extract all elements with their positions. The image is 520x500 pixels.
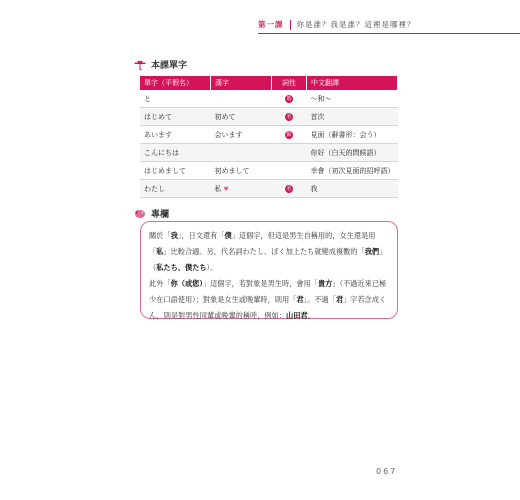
- cell-kana: はじめて: [140, 108, 211, 126]
- cell-pos: [272, 162, 307, 180]
- cell-kanji: 初めまして: [211, 162, 272, 180]
- cell-meaning: 見面（辭書形：会う）: [307, 126, 398, 144]
- kanji-text: 私: [214, 184, 222, 193]
- lesson-label: 第一課: [258, 20, 284, 29]
- table-header-row: [140, 76, 398, 90]
- bird-icon: [133, 206, 147, 220]
- col-header-kanji: 漢字: [211, 76, 272, 90]
- lesson-title: 你是誰？我是誰？這裡是哪裡？: [296, 20, 416, 29]
- page-header: [258, 18, 520, 32]
- cell-pos: [272, 90, 307, 108]
- pos-badge: 名: [286, 186, 292, 192]
- umbrella-icon: [133, 57, 147, 71]
- column-paragraph-1: 關於「我」，日文還有「僕」這個字，但這是男生自稱用的，女生還是用「私」比較合適。另，代名詞わたし、ぼく加上たち就變成複數的「我們」（私たち、僕たち）。: [149, 231, 387, 272]
- table-row: [140, 162, 398, 180]
- column-section-title: [133, 206, 169, 220]
- vocab-table: [140, 76, 398, 198]
- pos-badge: 動: [286, 132, 292, 138]
- cell-kanji: [211, 90, 272, 108]
- table-row: [140, 126, 398, 144]
- col-header-kana: 單字（平假名）: [140, 76, 211, 90]
- table-row: [140, 180, 398, 198]
- cell-meaning: 你好（白天的問候語）: [307, 144, 398, 162]
- pos-badge: 名: [286, 114, 292, 120]
- page-number: 067: [376, 467, 398, 476]
- column-title-text: 專欄: [151, 209, 170, 220]
- cell-pos: [272, 126, 307, 144]
- cell-meaning: 幸會（初次見面的招呼語）: [307, 162, 398, 180]
- pos-badge: 助: [286, 96, 292, 102]
- cell-kana: あいます: [140, 126, 211, 144]
- cell-kana: わたし: [140, 180, 211, 198]
- cell-kana: こんにちは: [140, 144, 211, 162]
- cell-pos: [272, 144, 307, 162]
- cell-kana: はじめまして: [140, 162, 211, 180]
- header-rule: [258, 33, 520, 34]
- table-row: [140, 90, 398, 108]
- table-row: [140, 144, 398, 162]
- column-note-box: [140, 221, 398, 319]
- cell-kanji: 会います: [211, 126, 272, 144]
- cell-pos: [272, 108, 307, 126]
- cell-meaning: 我: [307, 180, 398, 198]
- cell-pos: [272, 180, 307, 198]
- heart-icon: ♥: [223, 185, 229, 193]
- cell-meaning: 首次: [307, 108, 398, 126]
- col-header-pos: 詞性: [272, 76, 307, 90]
- cell-kanji: [211, 144, 272, 162]
- vocab-title-text: 本課單字: [151, 60, 188, 71]
- header-divider: [290, 20, 291, 30]
- table-row: [140, 108, 398, 126]
- cell-kana: と: [140, 90, 211, 108]
- cell-meaning: ～和～: [307, 90, 398, 108]
- column-paragraph-2: 此外「你（或您）」這個字，若對象是男生時，會用「貴方」（不過近來已極少在口語使用）；對象是女生或晚輩時，則用「君」。不過「君」字若念成くん，則是對男性同輩或晚輩的稱呼，例如：山田君。: [149, 279, 387, 320]
- col-header-meaning: 中文翻譯: [307, 76, 398, 90]
- vocab-section-title: [133, 57, 187, 71]
- cell-kanji: 初めて: [211, 108, 272, 126]
- cell-kanji: [211, 180, 272, 198]
